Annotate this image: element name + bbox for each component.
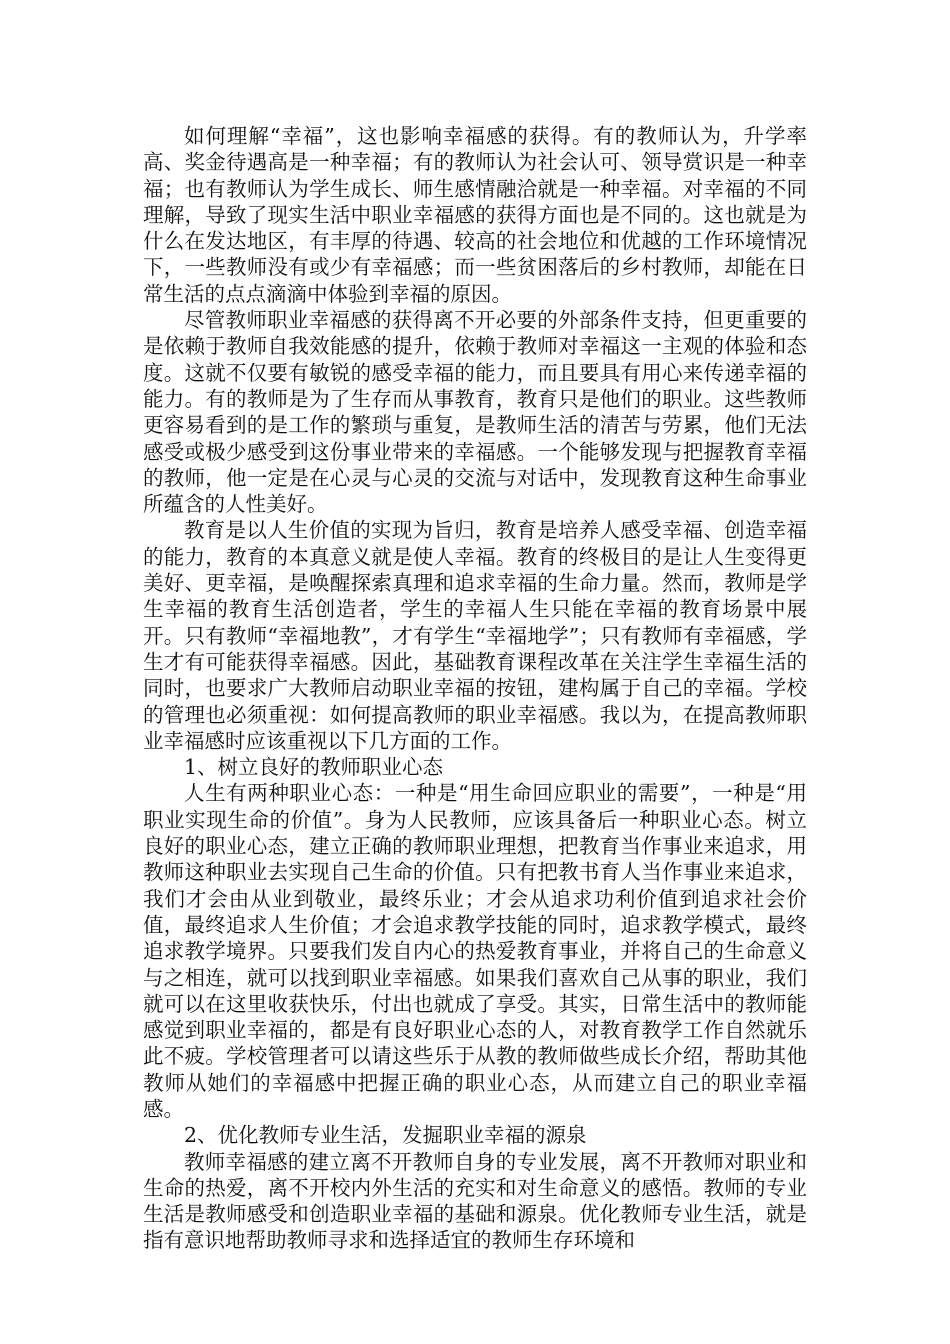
section-heading-1: 1、树立良好的教师职业心态 [184, 755, 444, 780]
paragraph-education-purpose: 教育是以人生价值的实现为旨归，教育是培养人感受幸福、创造幸福的能力，教育的本真意义就是使人幸福。教育的终极目的是让人生变得更美好、更幸福，是唤醒探索真理和追求幸福的生命力量。然而，教师是学生幸福的教育生活创造者，学生的幸福人生只能在幸福的教育场景中展开。只有教师“幸福地教”，才有学生“幸福地学”；只有教师有幸福感，学生才有可能获得幸福感。因此，基础教育课程改革在关注学生幸福生活的同时，也要求广大教师启动职业幸福的按钮，建构属于自己的幸福。学校的管理也必须重视：如何提高教师的职业幸福感。我以为，在提高教师职业幸福感时应该重视以下几方面的工作。 [143, 518, 807, 753]
document-body [143, 123, 807, 1254]
paragraph-understanding-happiness: 如何理解“幸福”，这也影响幸福感的获得。有的教师认为，升学率高、奖金待遇高是一种幸福；有的教师认为社会认可、领导赏识是一种幸福；也有教师认为学生成长、师生感情融洽就是一种幸福。对幸福的不同理解，导致了现实生活中职业幸福感的获得方面也是不同的。这也就是为什么在发达地区，有丰厚的待遇、较高的社会地位和优越的工作环境情况下，一些教师没有或少有幸福感；而一些贫困落后的乡村教师，却能在日常生活的点点滴滴中体验到幸福的原因。 [143, 124, 807, 306]
paragraph-self-efficacy: 尽管教师职业幸福感的获得离不开必要的外部条件支持，但更重要的是依赖于教师自我效能感的提升，依赖于教师对幸福这一主观的体验和态度。这就不仅要有敏锐的感受幸福的能力，而且要具有用心来传递幸福的能力。有的教师是为了生存而从事教育，教育只是他们的职业。这些教师更容易看到的是工作的繁琐与重复，是教师生活的清苦与劳累，他们无法感受或极少感受到这份事业带来的幸福感。一个能够发现与把握教育幸福的教师，他一定是在心灵与心灵的交流与对话中，发现教育这种生命事业所蕴含的人性美好。 [143, 308, 807, 517]
section-heading-2: 2、优化教师专业生活，发掘职业幸福的源泉 [184, 1123, 587, 1148]
paragraph-professional-life: 教师幸福感的建立离不开教师自身的专业发展，离不开教师对职业和生命的热爱，离不开校内外生活的充实和对生命意义的感悟。教师的专业生活是教师感受和创造职业幸福的基础和源泉。优化教师专业生活，就是指有意识地帮助教师寻求和选择适宜的教师生存环境和 [143, 1149, 807, 1253]
paragraph-career-mindset: 人生有两种职业心态：一种是“用生命回应职业的需要”，一种是“用职业实现生命的价值”。身为人民教师，应该具备后一种职业心态。树立良好的职业心态，建立正确的教师职业理想，把教育当作事业来追求，用教师这种职业去实现自己生命的价值。只有把教书育人当作事业来追求，我们才会由从业到敬业，最终乐业；才会从追求功利价值到追求社会价值，最终追求人生价值；才会追求教学技能的同时，追求教学模式，最终追求教学境界。只要我们发自内心的热爱教育事业，并将自己的生命意义与之相连，就可以找到职业幸福感。如果我们喜欢自己从事的职业，我们就可以在这里收获快乐，付出也就成了享受。其实，日常生活中的教师能感觉到职业幸福的，都是有良好职业心态的人，对教育教学工作自然就乐此不疲。学校管理者可以请这些乐于从教的教师做些成长介绍，帮助其他教师从她们的幸福感中把握正确的职业心态，从而建立自己的职业幸福感。 [143, 781, 807, 1121]
